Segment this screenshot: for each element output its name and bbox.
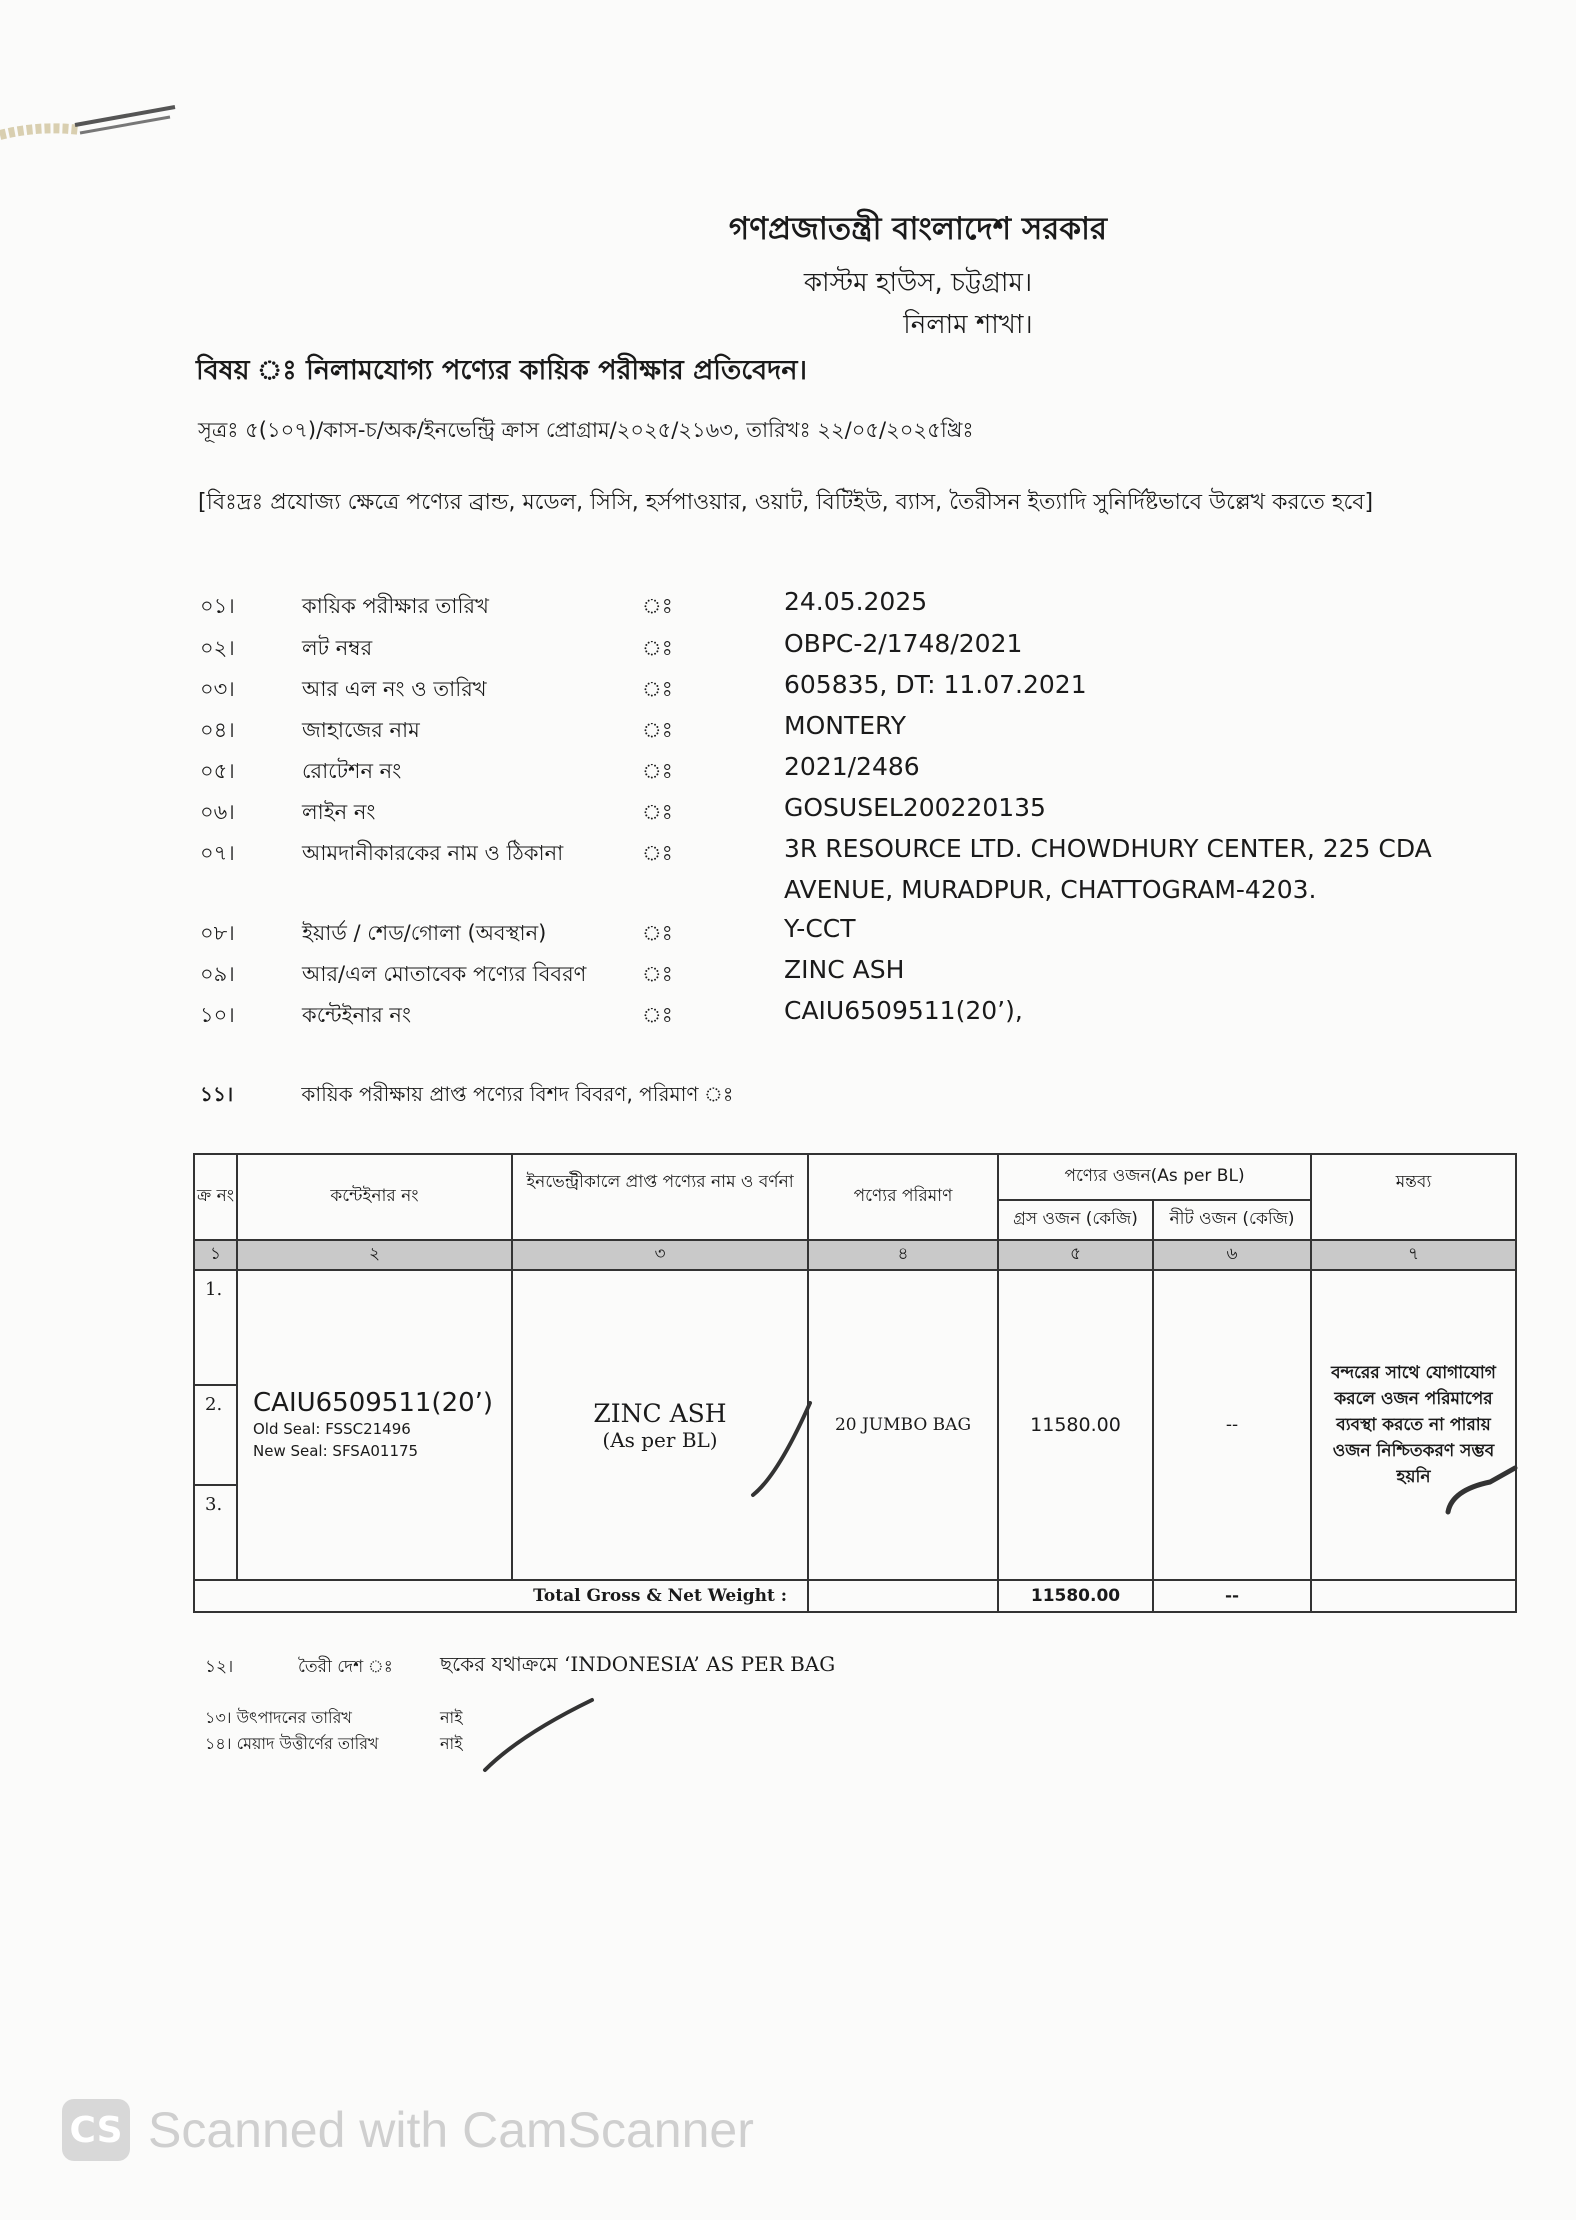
vessel-name: MONTERY [784,711,907,740]
goods-name: ZINC ASH [593,1398,727,1428]
camscanner-text: Scanned with CamScanner [148,2102,754,2158]
item13-label: ১৩। উৎপাদনের তারিখ [205,1708,352,1727]
new-seal: New Seal: SFSA01175 [253,1442,419,1460]
importer-address: 3R RESOURCE LTD. CHOWDHURY CENTER, 225 CDA AVENUE, MURADPUR, CHATTOGRAM-4203. [784,834,1432,904]
header-net: নীট ওজন (কেজি) [1153,1200,1311,1240]
rl-number: 605835, DT: 11.07.2021 [784,670,1087,699]
header-remarks: মন্তব্য [1311,1154,1516,1240]
note-text: [বিঃদ্রঃ প্রযোজ্য ক্ষেত্রে পণ্যের ব্রান্ড, মডেল, সিসি, হর্সপাওয়ার, ওয়াট, বিটিইউ, ব্যাস, তৈরীসন ইত্যাদি সুনির্দিষ্টভাবে উল্লেখ করতে হবে] [198,490,1374,515]
header-container: কন্টেইনার নং [237,1154,512,1240]
header-gross: গ্রস ওজন (কেজি) [998,1200,1153,1240]
total-row [194,1580,1516,1612]
staple-decoration [0,95,190,155]
column-number-row: ১ ২ ৩ ৪ ৫ ৬ ৭ [194,1240,1516,1270]
remarks-cell: বন্দরের সাথে যোগাযোগ করলে ওজন পরিমাপের ব্যবস্থা করতে না পারায় ওজন নিশ্চিতকরণ সম্ভব হয়নি [1311,1270,1516,1580]
subject-line: বিষয় ঃ নিলামযোগ্য পণ্যের কায়িক পরীক্ষার প্রতিবেদন। [196,355,808,386]
total-label: Total Gross & Net Weight : [194,1580,808,1612]
yard-location: Y-CCT [784,914,856,943]
lot-number: OBPC-2/1748/2021 [784,629,1023,658]
reference-line: সূত্রঃ ৫(১০৭)/কাস-চ/অক/ইনভেন্ট্রি ক্রাস প্রোগ্রাম/২০২৫/২১৬৩, তারিখঃ ২২/০৫/২০২৫খ্রিঃ [198,418,974,442]
total-gross: 11580.00 [998,1580,1153,1612]
item11-heading: ১১। কায়িক পরীক্ষায় প্রাপ্ত পণ্যের বিশদ বিবরণ, পরিমাণ ঃ [200,1082,734,1106]
manufacture-date: নাই [440,1708,463,1727]
header-quantity: পণ্যের পরিমাণ [808,1154,998,1240]
header-goods: ইনভেন্ট্রীকালে প্রাপ্ত পণ্যের নাম ও বর্ণনা [512,1154,808,1240]
camscanner-logo: CS [62,2099,130,2161]
camscanner-watermark [62,2095,754,2165]
container-number: CAIU6509511(20’), [784,996,1023,1025]
govt-title: গণপ্রজাতন্ত্রী বাংলাদেশ সরকার [728,211,1108,247]
rotation-number: 2021/2486 [784,752,920,781]
signature-mark [480,1695,600,1775]
table-row [194,1270,1516,1385]
serial-1: 1. [194,1270,237,1385]
net-weight: -- [1153,1270,1311,1580]
exam-date: 24.05.2025 [784,587,928,616]
item12-label: তৈরী দেশ ঃ [298,1657,393,1677]
header-weight: পণ্যের ওজন(As per BL) [998,1154,1311,1200]
goods-note: (As per BL) [602,1427,718,1452]
goods-description: ZINC ASH [784,955,905,984]
serial-3: 3. [194,1485,237,1580]
branch-name: নিলাম শাখা। [903,310,1033,340]
old-seal: Old Seal: FSSC21496 [253,1420,411,1438]
office-name: কাস্টম হাউস, চট্টগ্রাম। [803,268,1033,298]
item14-label: ১৪। মেয়াদ উত্তীর্ণের তারিখ [205,1734,379,1753]
item12-num: ১২। [205,1657,234,1677]
signature-mark [748,1395,818,1505]
serial-2: 2. [194,1385,237,1485]
header-sl: ক্র নং [194,1154,237,1240]
expiry-date: নাই [440,1734,463,1753]
inspection-table [193,1153,1517,1613]
total-net: -- [1153,1580,1311,1612]
gross-weight: 11580.00 [998,1270,1153,1580]
line-number: GOSUSEL200220135 [784,793,1046,822]
origin-country: ছকের যথাক্রমে ‘INDONESIA’ AS PER BAG [440,1652,836,1676]
quantity-cell: 20 JUMBO BAG [808,1270,998,1580]
container-cell [237,1270,512,1580]
container-no: CAIU6509511(20’) [253,1388,494,1418]
signature-mark [1440,1460,1520,1520]
